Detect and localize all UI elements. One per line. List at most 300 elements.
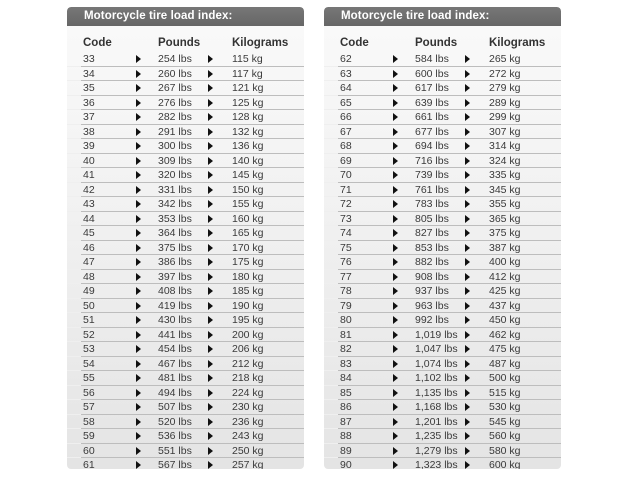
cell-kilograms: 170 kg bbox=[232, 241, 264, 254]
triangle-right-icon bbox=[136, 200, 141, 208]
triangle-right-icon bbox=[393, 113, 398, 121]
cell-pounds: 320 lbs bbox=[158, 169, 192, 181]
triangle-right-icon bbox=[208, 171, 213, 179]
triangle-right-icon bbox=[393, 331, 398, 339]
cell-code: 67 bbox=[340, 125, 352, 138]
cell-pounds: 364 lbs bbox=[158, 227, 192, 239]
table-row bbox=[67, 299, 304, 314]
triangle-right-icon bbox=[136, 389, 141, 397]
table-row bbox=[67, 415, 304, 430]
cell-pounds: 584 lbs bbox=[415, 53, 449, 65]
triangle-right-icon bbox=[393, 142, 398, 150]
triangle-right-icon bbox=[136, 345, 141, 353]
triangle-right-icon bbox=[208, 200, 213, 208]
cell-pounds: 677 lbs bbox=[415, 125, 449, 138]
cell-code: 62 bbox=[340, 53, 352, 65]
cell-code: 78 bbox=[340, 285, 352, 297]
triangle-right-icon bbox=[208, 461, 213, 469]
triangle-right-icon bbox=[136, 186, 141, 194]
triangle-right-icon bbox=[136, 258, 141, 266]
cell-code: 50 bbox=[83, 299, 95, 312]
triangle-right-icon bbox=[465, 360, 470, 368]
cell-code: 64 bbox=[340, 82, 352, 94]
cell-kilograms: 462 kg bbox=[489, 328, 521, 341]
triangle-right-icon bbox=[208, 157, 213, 165]
triangle-right-icon bbox=[208, 229, 213, 237]
cell-pounds: 494 lbs bbox=[158, 386, 192, 399]
table-row bbox=[324, 357, 561, 372]
triangle-right-icon bbox=[136, 215, 141, 223]
cell-kilograms: 545 kg bbox=[489, 415, 521, 428]
cell-code: 39 bbox=[83, 140, 95, 152]
table-row bbox=[324, 197, 561, 212]
cell-code: 37 bbox=[83, 111, 95, 123]
cell-code: 56 bbox=[83, 386, 95, 399]
table-row bbox=[67, 52, 304, 67]
cell-kilograms: 160 kg bbox=[232, 212, 264, 225]
cell-code: 66 bbox=[340, 111, 352, 123]
cell-pounds: 430 lbs bbox=[158, 314, 192, 326]
cell-kilograms: 515 kg bbox=[489, 386, 521, 399]
cell-code: 74 bbox=[340, 227, 352, 239]
triangle-right-icon bbox=[208, 244, 213, 252]
table-row bbox=[324, 241, 561, 256]
cell-kilograms: 437 kg bbox=[489, 299, 521, 312]
triangle-right-icon bbox=[465, 331, 470, 339]
cell-pounds: 1,102 lbs bbox=[415, 372, 458, 384]
cell-kilograms: 500 kg bbox=[489, 372, 521, 384]
cell-kilograms: 155 kg bbox=[232, 198, 264, 210]
cell-pounds: 1,279 lbs bbox=[415, 444, 458, 457]
table-row bbox=[67, 212, 304, 227]
cell-pounds: 419 lbs bbox=[158, 299, 192, 312]
cell-code: 54 bbox=[83, 357, 95, 370]
cell-pounds: 276 lbs bbox=[158, 96, 192, 109]
cell-pounds: 1,323 lbs bbox=[415, 459, 458, 469]
cell-pounds: 1,201 lbs bbox=[415, 415, 458, 428]
cell-pounds: 617 lbs bbox=[415, 82, 449, 94]
table-row bbox=[67, 371, 304, 386]
cell-pounds: 267 lbs bbox=[158, 82, 192, 94]
cell-kilograms: 236 kg bbox=[232, 415, 264, 428]
cell-code: 57 bbox=[83, 401, 95, 413]
cell-code: 77 bbox=[340, 270, 352, 283]
triangle-right-icon bbox=[465, 157, 470, 165]
cell-kilograms: 132 kg bbox=[232, 125, 264, 138]
table-row bbox=[324, 110, 561, 125]
triangle-right-icon bbox=[465, 128, 470, 136]
cell-pounds: 331 lbs bbox=[158, 183, 192, 196]
cell-pounds: 963 lbs bbox=[415, 299, 449, 312]
triangle-right-icon bbox=[465, 200, 470, 208]
cell-pounds: 386 lbs bbox=[158, 256, 192, 268]
triangle-right-icon bbox=[208, 345, 213, 353]
cell-code: 68 bbox=[340, 140, 352, 152]
table-row bbox=[67, 154, 304, 169]
triangle-right-icon bbox=[208, 128, 213, 136]
table-row bbox=[67, 183, 304, 198]
table-header bbox=[67, 35, 304, 52]
cell-pounds: 507 lbs bbox=[158, 401, 192, 413]
cell-code: 40 bbox=[83, 154, 95, 167]
table-row bbox=[67, 400, 304, 415]
triangle-right-icon bbox=[465, 374, 470, 382]
triangle-right-icon bbox=[136, 447, 141, 455]
triangle-right-icon bbox=[393, 403, 398, 411]
triangle-right-icon bbox=[208, 432, 213, 440]
cell-pounds: 291 lbs bbox=[158, 125, 192, 138]
cell-code: 38 bbox=[83, 125, 95, 138]
triangle-right-icon bbox=[208, 287, 213, 295]
triangle-right-icon bbox=[208, 374, 213, 382]
cell-pounds: 536 lbs bbox=[158, 430, 192, 442]
triangle-right-icon bbox=[208, 302, 213, 310]
triangle-right-icon bbox=[136, 70, 141, 78]
triangle-right-icon bbox=[136, 403, 141, 411]
triangle-right-icon bbox=[393, 55, 398, 63]
cell-kilograms: 206 kg bbox=[232, 343, 264, 355]
cell-pounds: 661 lbs bbox=[415, 111, 449, 123]
triangle-right-icon bbox=[465, 389, 470, 397]
cell-kilograms: 150 kg bbox=[232, 183, 264, 196]
cell-kilograms: 128 kg bbox=[232, 111, 264, 123]
cell-code: 61 bbox=[83, 459, 95, 469]
table-row bbox=[67, 110, 304, 125]
cell-pounds: 467 lbs bbox=[158, 357, 192, 370]
cell-kilograms: 314 kg bbox=[489, 140, 521, 152]
header-kilograms: Kilograms bbox=[232, 37, 289, 49]
cell-pounds: 992 lbs bbox=[415, 314, 449, 326]
cell-code: 34 bbox=[83, 67, 95, 80]
table-row bbox=[324, 415, 561, 430]
cell-code: 63 bbox=[340, 67, 352, 80]
triangle-right-icon bbox=[393, 99, 398, 107]
triangle-right-icon bbox=[393, 186, 398, 194]
cell-code: 47 bbox=[83, 256, 95, 268]
triangle-right-icon bbox=[465, 461, 470, 469]
cell-kilograms: 450 kg bbox=[489, 314, 521, 326]
cell-pounds: 1,074 lbs bbox=[415, 357, 458, 370]
table-row bbox=[67, 255, 304, 270]
table-row bbox=[324, 81, 561, 96]
triangle-right-icon bbox=[393, 432, 398, 440]
triangle-right-icon bbox=[208, 389, 213, 397]
cell-pounds: 1,019 lbs bbox=[415, 328, 458, 341]
cell-kilograms: 279 kg bbox=[489, 82, 521, 94]
cell-pounds: 805 lbs bbox=[415, 212, 449, 225]
cell-code: 33 bbox=[83, 53, 95, 65]
cell-kilograms: 195 kg bbox=[232, 314, 264, 326]
cell-pounds: 716 lbs bbox=[415, 154, 449, 167]
table-row bbox=[324, 168, 561, 183]
triangle-right-icon bbox=[208, 99, 213, 107]
table-row bbox=[67, 81, 304, 96]
cell-pounds: 739 lbs bbox=[415, 169, 449, 181]
cell-kilograms: 307 kg bbox=[489, 125, 521, 138]
triangle-right-icon bbox=[465, 171, 470, 179]
triangle-right-icon bbox=[208, 418, 213, 426]
cell-code: 75 bbox=[340, 241, 352, 254]
cell-kilograms: 165 kg bbox=[232, 227, 264, 239]
cell-pounds: 408 lbs bbox=[158, 285, 192, 297]
triangle-right-icon bbox=[136, 418, 141, 426]
table-row bbox=[324, 96, 561, 111]
table-row bbox=[67, 96, 304, 111]
triangle-right-icon bbox=[465, 244, 470, 252]
triangle-right-icon bbox=[208, 360, 213, 368]
cell-pounds: 309 lbs bbox=[158, 154, 192, 167]
cell-pounds: 282 lbs bbox=[158, 111, 192, 123]
table-row bbox=[324, 255, 561, 270]
triangle-right-icon bbox=[136, 244, 141, 252]
cell-kilograms: 125 kg bbox=[232, 96, 264, 109]
cell-pounds: 300 lbs bbox=[158, 140, 192, 152]
triangle-right-icon bbox=[136, 302, 141, 310]
cell-kilograms: 117 kg bbox=[232, 67, 263, 80]
triangle-right-icon bbox=[136, 55, 141, 63]
cell-kilograms: 600 kg bbox=[489, 459, 521, 469]
table-body bbox=[324, 52, 561, 469]
table-row bbox=[324, 328, 561, 343]
triangle-right-icon bbox=[136, 374, 141, 382]
triangle-right-icon bbox=[136, 287, 141, 295]
triangle-right-icon bbox=[393, 287, 398, 295]
cell-pounds: 397 lbs bbox=[158, 270, 192, 283]
header-code: Code bbox=[340, 37, 369, 49]
triangle-right-icon bbox=[393, 316, 398, 324]
table-row bbox=[324, 154, 561, 169]
cell-code: 46 bbox=[83, 241, 95, 254]
table-row bbox=[324, 139, 561, 154]
cell-code: 48 bbox=[83, 270, 95, 283]
cell-code: 65 bbox=[340, 96, 352, 109]
cell-kilograms: 272 kg bbox=[489, 67, 521, 80]
load-index-table-1 bbox=[67, 7, 304, 469]
table-row bbox=[324, 371, 561, 386]
triangle-right-icon bbox=[208, 142, 213, 150]
cell-code: 71 bbox=[340, 183, 352, 196]
triangle-right-icon bbox=[136, 331, 141, 339]
triangle-right-icon bbox=[208, 403, 213, 411]
cell-code: 53 bbox=[83, 343, 95, 355]
cell-kilograms: 190 kg bbox=[232, 299, 264, 312]
triangle-right-icon bbox=[465, 113, 470, 121]
triangle-right-icon bbox=[136, 99, 141, 107]
table-row bbox=[67, 139, 304, 154]
cell-kilograms: 257 kg bbox=[232, 459, 264, 469]
table-row bbox=[67, 241, 304, 256]
triangle-right-icon bbox=[208, 215, 213, 223]
triangle-right-icon bbox=[208, 113, 213, 121]
cell-code: 44 bbox=[83, 212, 95, 225]
cell-code: 45 bbox=[83, 227, 95, 239]
triangle-right-icon bbox=[136, 432, 141, 440]
cell-code: 76 bbox=[340, 256, 352, 268]
cell-kilograms: 324 kg bbox=[489, 154, 521, 167]
cell-kilograms: 115 kg bbox=[232, 53, 263, 65]
cell-code: 73 bbox=[340, 212, 352, 225]
triangle-right-icon bbox=[465, 302, 470, 310]
triangle-right-icon bbox=[465, 287, 470, 295]
cell-pounds: 639 lbs bbox=[415, 96, 449, 109]
cell-code: 55 bbox=[83, 372, 95, 384]
table-row bbox=[324, 226, 561, 241]
cell-kilograms: 289 kg bbox=[489, 96, 521, 109]
triangle-right-icon bbox=[465, 142, 470, 150]
cell-kilograms: 400 kg bbox=[489, 256, 521, 268]
triangle-right-icon bbox=[465, 432, 470, 440]
cell-kilograms: 212 kg bbox=[232, 357, 264, 370]
triangle-right-icon bbox=[393, 345, 398, 353]
cell-pounds: 441 lbs bbox=[158, 328, 192, 341]
cell-code: 85 bbox=[340, 386, 352, 399]
triangle-right-icon bbox=[465, 418, 470, 426]
triangle-right-icon bbox=[208, 84, 213, 92]
triangle-right-icon bbox=[393, 215, 398, 223]
cell-pounds: 520 lbs bbox=[158, 415, 192, 428]
table-row bbox=[324, 342, 561, 357]
cell-kilograms: 530 kg bbox=[489, 401, 521, 413]
table-row bbox=[324, 429, 561, 444]
cell-pounds: 567 lbs bbox=[158, 459, 192, 469]
cell-pounds: 260 lbs bbox=[158, 67, 192, 80]
triangle-right-icon bbox=[208, 258, 213, 266]
triangle-right-icon bbox=[465, 186, 470, 194]
triangle-right-icon bbox=[393, 244, 398, 252]
triangle-right-icon bbox=[465, 273, 470, 281]
table-row bbox=[67, 444, 304, 459]
load-index-table-2 bbox=[324, 7, 561, 469]
table-row bbox=[324, 458, 561, 469]
triangle-right-icon bbox=[393, 258, 398, 266]
triangle-right-icon bbox=[393, 70, 398, 78]
cell-kilograms: 200 kg bbox=[232, 328, 264, 341]
triangle-right-icon bbox=[465, 99, 470, 107]
triangle-right-icon bbox=[393, 84, 398, 92]
table-row bbox=[67, 197, 304, 212]
header-pounds: Pounds bbox=[158, 37, 201, 49]
table-row bbox=[324, 400, 561, 415]
cell-kilograms: 145 kg bbox=[232, 169, 264, 181]
cell-kilograms: 560 kg bbox=[489, 430, 521, 442]
cell-code: 58 bbox=[83, 415, 95, 428]
cell-code: 69 bbox=[340, 154, 352, 167]
cell-code: 59 bbox=[83, 430, 95, 442]
header-pounds: Pounds bbox=[415, 37, 458, 49]
cell-kilograms: 345 kg bbox=[489, 183, 521, 196]
cell-code: 60 bbox=[83, 444, 95, 457]
cell-kilograms: 487 kg bbox=[489, 357, 521, 370]
table-row bbox=[67, 284, 304, 299]
table-row bbox=[67, 357, 304, 372]
cell-kilograms: 475 kg bbox=[489, 343, 521, 355]
cell-pounds: 908 lbs bbox=[415, 270, 449, 283]
cell-pounds: 783 lbs bbox=[415, 198, 449, 210]
cell-code: 90 bbox=[340, 459, 352, 469]
cell-code: 83 bbox=[340, 357, 352, 370]
table-row bbox=[324, 212, 561, 227]
cell-kilograms: 375 kg bbox=[489, 227, 521, 239]
table-row bbox=[324, 67, 561, 82]
cell-kilograms: 180 kg bbox=[232, 270, 264, 283]
table-title: Motorcycle tire load index: bbox=[67, 7, 304, 26]
cell-pounds: 937 lbs bbox=[415, 285, 449, 297]
cell-code: 80 bbox=[340, 314, 352, 326]
triangle-right-icon bbox=[208, 273, 213, 281]
triangle-right-icon bbox=[393, 128, 398, 136]
triangle-right-icon bbox=[136, 84, 141, 92]
cell-code: 70 bbox=[340, 169, 352, 181]
cell-kilograms: 335 kg bbox=[489, 169, 521, 181]
triangle-right-icon bbox=[136, 128, 141, 136]
triangle-right-icon bbox=[465, 229, 470, 237]
cell-kilograms: 140 kg bbox=[232, 154, 264, 167]
triangle-right-icon bbox=[208, 70, 213, 78]
table-row bbox=[67, 226, 304, 241]
cell-code: 42 bbox=[83, 183, 95, 196]
cell-code: 84 bbox=[340, 372, 352, 384]
table-row bbox=[324, 125, 561, 140]
cell-pounds: 853 lbs bbox=[415, 241, 449, 254]
table-row bbox=[67, 67, 304, 82]
cell-code: 52 bbox=[83, 328, 95, 341]
cell-kilograms: 250 kg bbox=[232, 444, 264, 457]
triangle-right-icon bbox=[465, 316, 470, 324]
triangle-right-icon bbox=[393, 389, 398, 397]
triangle-right-icon bbox=[393, 302, 398, 310]
triangle-right-icon bbox=[393, 273, 398, 281]
triangle-right-icon bbox=[136, 229, 141, 237]
table-row bbox=[324, 183, 561, 198]
cell-code: 88 bbox=[340, 430, 352, 442]
cell-pounds: 1,235 lbs bbox=[415, 430, 458, 442]
cell-kilograms: 412 kg bbox=[489, 270, 521, 283]
triangle-right-icon bbox=[208, 316, 213, 324]
triangle-right-icon bbox=[393, 229, 398, 237]
triangle-right-icon bbox=[465, 55, 470, 63]
triangle-right-icon bbox=[465, 84, 470, 92]
cell-kilograms: 230 kg bbox=[232, 401, 264, 413]
cell-kilograms: 121 kg bbox=[232, 82, 264, 94]
cell-pounds: 254 lbs bbox=[158, 53, 192, 65]
triangle-right-icon bbox=[208, 331, 213, 339]
triangle-right-icon bbox=[136, 113, 141, 121]
triangle-right-icon bbox=[393, 157, 398, 165]
table-row bbox=[324, 313, 561, 328]
table-row bbox=[324, 386, 561, 401]
cell-kilograms: 243 kg bbox=[232, 430, 264, 442]
cell-kilograms: 224 kg bbox=[232, 386, 264, 399]
cell-pounds: 1,168 lbs bbox=[415, 401, 458, 413]
cell-pounds: 454 lbs bbox=[158, 343, 192, 355]
cell-code: 36 bbox=[83, 96, 95, 109]
table-row bbox=[67, 313, 304, 328]
cell-kilograms: 387 kg bbox=[489, 241, 521, 254]
table-body bbox=[67, 52, 304, 469]
triangle-right-icon bbox=[208, 186, 213, 194]
cell-pounds: 1,047 lbs bbox=[415, 343, 458, 355]
triangle-right-icon bbox=[465, 258, 470, 266]
triangle-right-icon bbox=[393, 418, 398, 426]
cell-pounds: 342 lbs bbox=[158, 198, 192, 210]
cell-code: 35 bbox=[83, 82, 95, 94]
cell-code: 86 bbox=[340, 401, 352, 413]
cell-code: 89 bbox=[340, 444, 352, 457]
header-kilograms: Kilograms bbox=[489, 37, 546, 49]
cell-pounds: 551 lbs bbox=[158, 444, 192, 457]
cell-pounds: 375 lbs bbox=[158, 241, 192, 254]
table-row bbox=[67, 168, 304, 183]
